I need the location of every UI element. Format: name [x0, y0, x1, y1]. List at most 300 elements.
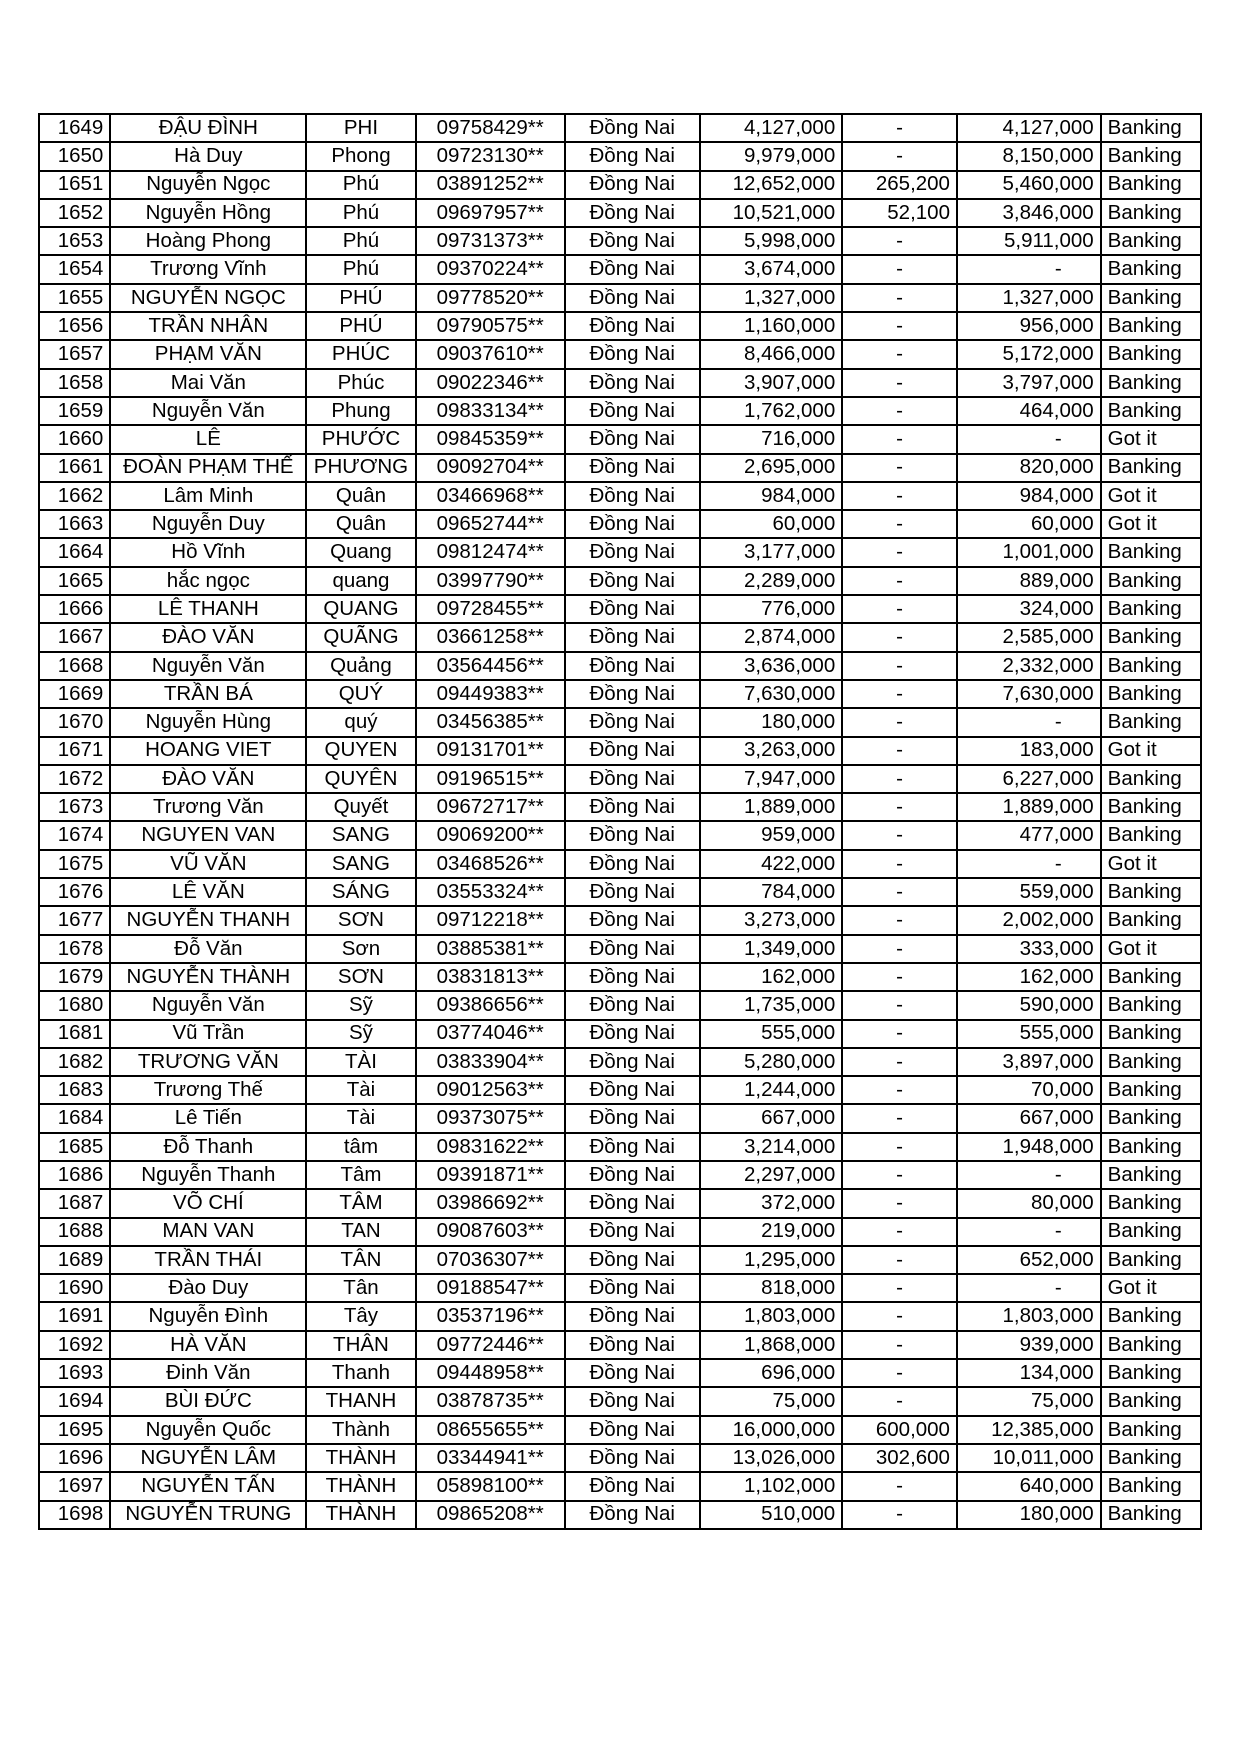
province-cell: Đồng Nai: [565, 1104, 700, 1132]
first-name-cell: Thành: [306, 1416, 415, 1444]
paid-amount-cell: 820,000: [957, 454, 1101, 482]
last-name-cell: Nguyễn Hùng: [110, 708, 306, 736]
province-cell: Đồng Nai: [565, 652, 700, 680]
deduction-cell: -: [842, 482, 957, 510]
last-name-cell: ĐOÀN PHẠM THẾ: [110, 454, 306, 482]
paid-amount-cell: 60,000: [957, 510, 1101, 538]
payment-method-cell: Banking: [1101, 538, 1201, 566]
amount-cell: 16,000,000: [700, 1416, 843, 1444]
amount-cell: 984,000: [700, 482, 843, 510]
last-name-cell: hắc ngọc: [110, 567, 306, 595]
paid-amount-cell: 3,846,000: [957, 199, 1101, 227]
paid-amount-cell: 70,000: [957, 1076, 1101, 1104]
province-cell: Đồng Nai: [565, 1189, 700, 1217]
paid-amount-cell: 2,585,000: [957, 623, 1101, 651]
payment-method-cell: Banking: [1101, 1387, 1201, 1415]
table-row: [39, 680, 1201, 708]
row-number-cell: 1695: [39, 1416, 110, 1444]
province-cell: Đồng Nai: [565, 623, 700, 651]
deduction-cell: -: [842, 1161, 957, 1189]
first-name-cell: Phú: [306, 171, 415, 199]
paid-amount-cell: 984,000: [957, 482, 1101, 510]
first-name-cell: QUÝ: [306, 680, 415, 708]
payment-method-cell: Banking: [1101, 1359, 1201, 1387]
paid-amount-cell: 333,000: [957, 935, 1101, 963]
deduction-cell: -: [842, 906, 957, 934]
payment-method-cell: Banking: [1101, 255, 1201, 283]
row-number-cell: 1653: [39, 227, 110, 255]
table-row: [39, 482, 1201, 510]
last-name-cell: HÀ VĂN: [110, 1331, 306, 1359]
table-row: [39, 1359, 1201, 1387]
row-number-cell: 1661: [39, 454, 110, 482]
paid-amount-cell: 324,000: [957, 595, 1101, 623]
first-name-cell: Quang: [306, 538, 415, 566]
amount-cell: 60,000: [700, 510, 843, 538]
province-cell: Đồng Nai: [565, 1161, 700, 1189]
table-row: [39, 454, 1201, 482]
province-cell: Đồng Nai: [565, 142, 700, 170]
row-number-cell: 1674: [39, 821, 110, 849]
row-number-cell: 1697: [39, 1472, 110, 1500]
first-name-cell: SANG: [306, 850, 415, 878]
phone-number-cell: 09731373**: [416, 227, 565, 255]
paid-amount-cell: 4,127,000: [957, 114, 1101, 142]
payment-method-cell: Banking: [1101, 906, 1201, 934]
amount-cell: 75,000: [700, 1387, 843, 1415]
payment-method-cell: Banking: [1101, 1020, 1201, 1048]
phone-number-cell: 09386656**: [416, 991, 565, 1019]
records-table: [38, 113, 1202, 1530]
province-cell: Đồng Nai: [565, 114, 700, 142]
phone-number-cell: 03564456**: [416, 652, 565, 680]
province-cell: Đồng Nai: [565, 1359, 700, 1387]
deduction-cell: -: [842, 1246, 957, 1274]
paid-amount-cell: 1,327,000: [957, 284, 1101, 312]
payment-method-cell: Banking: [1101, 142, 1201, 170]
last-name-cell: ĐẬU ĐÌNH: [110, 114, 306, 142]
amount-cell: 4,127,000: [700, 114, 843, 142]
table-row: [39, 1302, 1201, 1330]
paid-amount-cell: 590,000: [957, 991, 1101, 1019]
table-row: [39, 652, 1201, 680]
first-name-cell: PHƯƠNG: [306, 454, 415, 482]
table-row: [39, 1076, 1201, 1104]
table-row: [39, 255, 1201, 283]
first-name-cell: Quảng: [306, 652, 415, 680]
payment-method-cell: Banking: [1101, 793, 1201, 821]
amount-cell: 8,466,000: [700, 340, 843, 368]
payment-method-cell: Banking: [1101, 227, 1201, 255]
amount-cell: 7,947,000: [700, 765, 843, 793]
table-row: [39, 906, 1201, 934]
province-cell: Đồng Nai: [565, 510, 700, 538]
paid-amount-cell: 1,889,000: [957, 793, 1101, 821]
province-cell: Đồng Nai: [565, 1331, 700, 1359]
table-row: [39, 963, 1201, 991]
first-name-cell: PHÚ: [306, 312, 415, 340]
table-row: [39, 114, 1201, 142]
table-row: [39, 1472, 1201, 1500]
paid-amount-cell: 667,000: [957, 1104, 1101, 1132]
row-number-cell: 1652: [39, 199, 110, 227]
table-row: [39, 623, 1201, 651]
last-name-cell: Lê Tiến: [110, 1104, 306, 1132]
last-name-cell: Nguyễn Hồng: [110, 199, 306, 227]
last-name-cell: MAN VAN: [110, 1218, 306, 1246]
first-name-cell: Sỹ: [306, 1020, 415, 1048]
first-name-cell: THÀNH: [306, 1472, 415, 1500]
table-row: [39, 369, 1201, 397]
province-cell: Đồng Nai: [565, 1501, 700, 1529]
table-row: [39, 1274, 1201, 1302]
first-name-cell: Tài: [306, 1104, 415, 1132]
payment-method-cell: Got it: [1101, 935, 1201, 963]
table-row: [39, 1246, 1201, 1274]
paid-amount-cell: 2,332,000: [957, 652, 1101, 680]
phone-number-cell: 03553324**: [416, 878, 565, 906]
table-row: [39, 510, 1201, 538]
deduction-cell: -: [842, 623, 957, 651]
payment-method-cell: Got it: [1101, 737, 1201, 765]
phone-number-cell: 09772446**: [416, 1331, 565, 1359]
first-name-cell: THÀNH: [306, 1501, 415, 1529]
amount-cell: 12,652,000: [700, 171, 843, 199]
province-cell: Đồng Nai: [565, 425, 700, 453]
deduction-cell: -: [842, 793, 957, 821]
deduction-cell: -: [842, 114, 957, 142]
province-cell: Đồng Nai: [565, 454, 700, 482]
last-name-cell: NGUYỄN TẤN: [110, 1472, 306, 1500]
row-number-cell: 1658: [39, 369, 110, 397]
province-cell: Đồng Nai: [565, 680, 700, 708]
paid-amount-cell: 464,000: [957, 397, 1101, 425]
deduction-cell: -: [842, 369, 957, 397]
deduction-cell: -: [842, 595, 957, 623]
last-name-cell: Nguyễn Văn: [110, 397, 306, 425]
last-name-cell: Lâm Minh: [110, 482, 306, 510]
table-row: [39, 199, 1201, 227]
payment-method-cell: Banking: [1101, 454, 1201, 482]
province-cell: Đồng Nai: [565, 1444, 700, 1472]
payment-method-cell: Got it: [1101, 482, 1201, 510]
deduction-cell: -: [842, 1302, 957, 1330]
phone-number-cell: 03885381**: [416, 935, 565, 963]
payment-method-cell: Banking: [1101, 1472, 1201, 1500]
province-cell: Đồng Nai: [565, 765, 700, 793]
phone-number-cell: 03468526**: [416, 850, 565, 878]
phone-number-cell: 09037610**: [416, 340, 565, 368]
payment-method-cell: Banking: [1101, 708, 1201, 736]
amount-cell: 422,000: [700, 850, 843, 878]
row-number-cell: 1681: [39, 1020, 110, 1048]
first-name-cell: SƠN: [306, 906, 415, 934]
amount-cell: 716,000: [700, 425, 843, 453]
paid-amount-cell: 1,803,000: [957, 1302, 1101, 1330]
phone-number-cell: 09069200**: [416, 821, 565, 849]
paid-amount-cell: 5,172,000: [957, 340, 1101, 368]
payment-method-cell: Banking: [1101, 1189, 1201, 1217]
last-name-cell: NGUYEN VAN: [110, 821, 306, 849]
row-number-cell: 1677: [39, 906, 110, 934]
row-number-cell: 1672: [39, 765, 110, 793]
phone-number-cell: 03344941**: [416, 1444, 565, 1472]
last-name-cell: Trương Văn: [110, 793, 306, 821]
deduction-cell: -: [842, 1274, 957, 1302]
paid-amount-cell: 559,000: [957, 878, 1101, 906]
amount-cell: 1,889,000: [700, 793, 843, 821]
last-name-cell: PHẠM VĂN: [110, 340, 306, 368]
row-number-cell: 1670: [39, 708, 110, 736]
paid-amount-cell: 162,000: [957, 963, 1101, 991]
province-cell: Đồng Nai: [565, 171, 700, 199]
row-number-cell: 1650: [39, 142, 110, 170]
table-row: [39, 425, 1201, 453]
row-number-cell: 1678: [39, 935, 110, 963]
table-row: [39, 1020, 1201, 1048]
row-number-cell: 1663: [39, 510, 110, 538]
deduction-cell: -: [842, 340, 957, 368]
row-number-cell: 1696: [39, 1444, 110, 1472]
phone-number-cell: 09449383**: [416, 680, 565, 708]
table-row: [39, 284, 1201, 312]
paid-amount-cell: 939,000: [957, 1331, 1101, 1359]
amount-cell: 372,000: [700, 1189, 843, 1217]
phone-number-cell: 09845359**: [416, 425, 565, 453]
paid-amount-cell: 1,948,000: [957, 1133, 1101, 1161]
deduction-cell: -: [842, 850, 957, 878]
last-name-cell: NGUYỄN LÂM: [110, 1444, 306, 1472]
deduction-cell: -: [842, 1218, 957, 1246]
paid-amount-cell: 75,000: [957, 1387, 1101, 1415]
paid-amount-cell: -: [957, 425, 1101, 453]
last-name-cell: BÙI ĐỨC: [110, 1387, 306, 1415]
paid-amount-cell: 956,000: [957, 312, 1101, 340]
row-number-cell: 1657: [39, 340, 110, 368]
payment-method-cell: Banking: [1101, 991, 1201, 1019]
province-cell: Đồng Nai: [565, 1048, 700, 1076]
paid-amount-cell: 5,911,000: [957, 227, 1101, 255]
table-row: [39, 821, 1201, 849]
last-name-cell: LÊ THANH: [110, 595, 306, 623]
deduction-cell: -: [842, 1104, 957, 1132]
deduction-cell: -: [842, 142, 957, 170]
table-row: [39, 1218, 1201, 1246]
province-cell: Đồng Nai: [565, 850, 700, 878]
table-row: [39, 878, 1201, 906]
amount-cell: 784,000: [700, 878, 843, 906]
table-row: [39, 1048, 1201, 1076]
table-row: [39, 737, 1201, 765]
table-row: [39, 1189, 1201, 1217]
amount-cell: 1,327,000: [700, 284, 843, 312]
row-number-cell: 1693: [39, 1359, 110, 1387]
province-cell: Đồng Nai: [565, 878, 700, 906]
payment-method-cell: Banking: [1101, 397, 1201, 425]
row-number-cell: 1684: [39, 1104, 110, 1132]
phone-number-cell: 09087603**: [416, 1218, 565, 1246]
payment-method-cell: Banking: [1101, 1331, 1201, 1359]
first-name-cell: Phú: [306, 255, 415, 283]
table-row: [39, 1133, 1201, 1161]
deduction-cell: -: [842, 652, 957, 680]
row-number-cell: 1687: [39, 1189, 110, 1217]
phone-number-cell: 09012563**: [416, 1076, 565, 1104]
amount-cell: 1,102,000: [700, 1472, 843, 1500]
province-cell: Đồng Nai: [565, 340, 700, 368]
deduction-cell: -: [842, 680, 957, 708]
deduction-cell: -: [842, 1020, 957, 1048]
province-cell: Đồng Nai: [565, 199, 700, 227]
amount-cell: 5,280,000: [700, 1048, 843, 1076]
paid-amount-cell: 183,000: [957, 737, 1101, 765]
last-name-cell: TRẦN THÁI: [110, 1246, 306, 1274]
deduction-cell: -: [842, 1048, 957, 1076]
deduction-cell: -: [842, 1387, 957, 1415]
row-number-cell: 1667: [39, 623, 110, 651]
last-name-cell: Trương Vĩnh: [110, 255, 306, 283]
row-number-cell: 1660: [39, 425, 110, 453]
last-name-cell: Nguyễn Đình: [110, 1302, 306, 1330]
amount-cell: 1,349,000: [700, 935, 843, 963]
first-name-cell: tâm: [306, 1133, 415, 1161]
payment-method-cell: Banking: [1101, 567, 1201, 595]
last-name-cell: Nguyễn Thanh: [110, 1161, 306, 1189]
first-name-cell: PHÚC: [306, 340, 415, 368]
phone-number-cell: 09092704**: [416, 454, 565, 482]
first-name-cell: SƠN: [306, 963, 415, 991]
last-name-cell: Hoàng Phong: [110, 227, 306, 255]
last-name-cell: VÕ CHÍ: [110, 1189, 306, 1217]
phone-number-cell: 09790575**: [416, 312, 565, 340]
amount-cell: 3,263,000: [700, 737, 843, 765]
first-name-cell: THÂN: [306, 1331, 415, 1359]
paid-amount-cell: -: [957, 1218, 1101, 1246]
last-name-cell: Đỗ Văn: [110, 935, 306, 963]
records-body: [39, 114, 1201, 1529]
table-row: [39, 1501, 1201, 1529]
table-row: [39, 765, 1201, 793]
payment-method-cell: Banking: [1101, 199, 1201, 227]
row-number-cell: 1649: [39, 114, 110, 142]
deduction-cell: -: [842, 425, 957, 453]
last-name-cell: Hà Duy: [110, 142, 306, 170]
province-cell: Đồng Nai: [565, 595, 700, 623]
row-number-cell: 1690: [39, 1274, 110, 1302]
paid-amount-cell: -: [957, 850, 1101, 878]
phone-number-cell: 07036307**: [416, 1246, 565, 1274]
phone-number-cell: 09022346**: [416, 369, 565, 397]
first-name-cell: SÁNG: [306, 878, 415, 906]
payment-method-cell: Banking: [1101, 1048, 1201, 1076]
deduction-cell: -: [842, 510, 957, 538]
deduction-cell: -: [842, 567, 957, 595]
payment-method-cell: Banking: [1101, 1133, 1201, 1161]
first-name-cell: QUANG: [306, 595, 415, 623]
table-row: [39, 171, 1201, 199]
deduction-cell: 600,000: [842, 1416, 957, 1444]
first-name-cell: QUYEN: [306, 737, 415, 765]
last-name-cell: Trương Thế: [110, 1076, 306, 1104]
table-row: [39, 708, 1201, 736]
first-name-cell: Phong: [306, 142, 415, 170]
amount-cell: 7,630,000: [700, 680, 843, 708]
first-name-cell: PHI: [306, 114, 415, 142]
province-cell: Đồng Nai: [565, 737, 700, 765]
row-number-cell: 1691: [39, 1302, 110, 1330]
amount-cell: 9,979,000: [700, 142, 843, 170]
phone-number-cell: 08655655**: [416, 1416, 565, 1444]
phone-number-cell: 09131701**: [416, 737, 565, 765]
first-name-cell: PHÚ: [306, 284, 415, 312]
paid-amount-cell: 2,002,000: [957, 906, 1101, 934]
table-row: [39, 1387, 1201, 1415]
deduction-cell: -: [842, 963, 957, 991]
row-number-cell: 1666: [39, 595, 110, 623]
amount-cell: 667,000: [700, 1104, 843, 1132]
deduction-cell: -: [842, 991, 957, 1019]
province-cell: Đồng Nai: [565, 1218, 700, 1246]
first-name-cell: PHƯỚC: [306, 425, 415, 453]
payment-method-cell: Banking: [1101, 680, 1201, 708]
row-number-cell: 1679: [39, 963, 110, 991]
paid-amount-cell: 134,000: [957, 1359, 1101, 1387]
phone-number-cell: 09652744**: [416, 510, 565, 538]
amount-cell: 162,000: [700, 963, 843, 991]
province-cell: Đồng Nai: [565, 1076, 700, 1104]
payment-method-cell: Banking: [1101, 878, 1201, 906]
phone-number-cell: 09728455**: [416, 595, 565, 623]
deduction-cell: -: [842, 1076, 957, 1104]
province-cell: Đồng Nai: [565, 935, 700, 963]
paid-amount-cell: 477,000: [957, 821, 1101, 849]
payment-method-cell: Got it: [1101, 850, 1201, 878]
amount-cell: 2,874,000: [700, 623, 843, 651]
deduction-cell: -: [842, 878, 957, 906]
first-name-cell: quý: [306, 708, 415, 736]
last-name-cell: TRẦN NHÂN: [110, 312, 306, 340]
payment-method-cell: Banking: [1101, 312, 1201, 340]
payment-method-cell: Banking: [1101, 1161, 1201, 1189]
phone-number-cell: 09712218**: [416, 906, 565, 934]
row-number-cell: 1686: [39, 1161, 110, 1189]
province-cell: Đồng Nai: [565, 227, 700, 255]
phone-number-cell: 03833904**: [416, 1048, 565, 1076]
deduction-cell: -: [842, 255, 957, 283]
amount-cell: 959,000: [700, 821, 843, 849]
row-number-cell: 1668: [39, 652, 110, 680]
last-name-cell: Nguyễn Văn: [110, 991, 306, 1019]
amount-cell: 1,803,000: [700, 1302, 843, 1330]
row-number-cell: 1680: [39, 991, 110, 1019]
province-cell: Đồng Nai: [565, 991, 700, 1019]
table-row: [39, 1104, 1201, 1132]
province-cell: Đồng Nai: [565, 1387, 700, 1415]
deduction-cell: 265,200: [842, 171, 957, 199]
table-row: [39, 1161, 1201, 1189]
last-name-cell: LÊ VĂN: [110, 878, 306, 906]
row-number-cell: 1683: [39, 1076, 110, 1104]
table-row: [39, 1331, 1201, 1359]
amount-cell: 3,674,000: [700, 255, 843, 283]
phone-number-cell: 09758429**: [416, 114, 565, 142]
phone-number-cell: 09812474**: [416, 538, 565, 566]
phone-number-cell: 09672717**: [416, 793, 565, 821]
amount-cell: 1,762,000: [700, 397, 843, 425]
payment-method-cell: Banking: [1101, 1444, 1201, 1472]
deduction-cell: -: [842, 765, 957, 793]
first-name-cell: THÀNH: [306, 1444, 415, 1472]
